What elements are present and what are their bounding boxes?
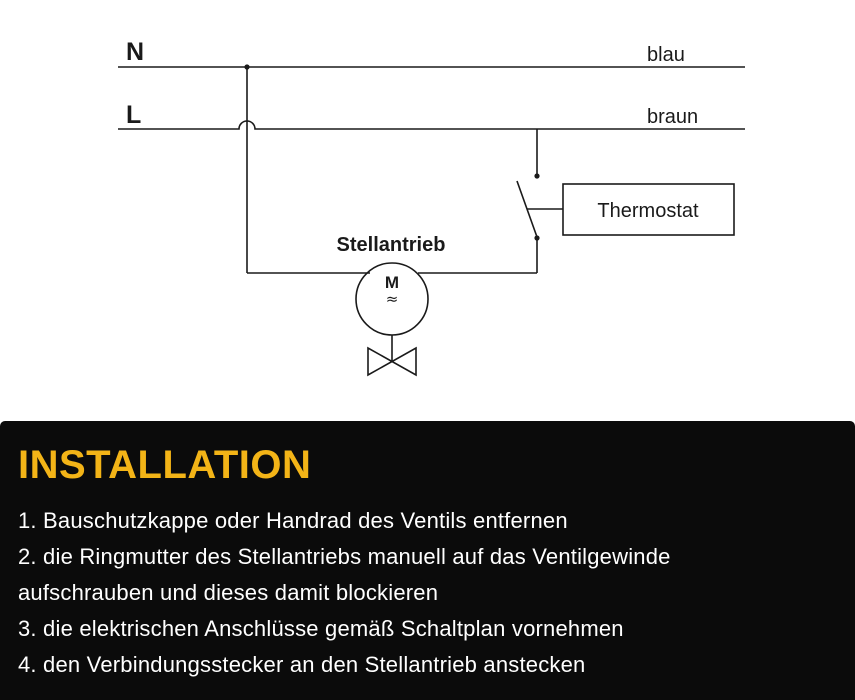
neutral-junction-dot bbox=[244, 64, 249, 69]
line-label: L bbox=[126, 101, 142, 129]
step-line: 3. die elektrischen Anschlüsse gemäß Schaltplan vornehmen bbox=[18, 616, 624, 641]
switch-contact-bottom bbox=[534, 235, 539, 240]
step-line: 4. den Verbindungsstecker an den Stellantrieb anstecken bbox=[18, 652, 586, 677]
line-color-label: braun bbox=[647, 106, 699, 128]
thermostat-label: Thermostat bbox=[597, 200, 699, 222]
neutral-color-label: blau bbox=[647, 44, 685, 66]
step-line: 1. Bauschutzkappe oder Handrad des Ventils entfernen bbox=[18, 508, 568, 533]
installation-title: INSTALLATION bbox=[18, 443, 312, 487]
actuator-label: Stellantrieb bbox=[336, 234, 446, 256]
ac-symbol: ≈ bbox=[385, 290, 399, 308]
installation-panel bbox=[0, 421, 855, 700]
switch-contact-top bbox=[534, 173, 539, 178]
motor-label: M bbox=[384, 273, 400, 292]
step-line: 2. die Ringmutter des Stellantriebs manuell auf das Ventilgewinde bbox=[18, 544, 671, 569]
neutral-label: N bbox=[126, 38, 145, 66]
step-line: aufschrauben und dieses damit blockieren bbox=[18, 580, 439, 605]
installation-steps bbox=[18, 503, 837, 683]
